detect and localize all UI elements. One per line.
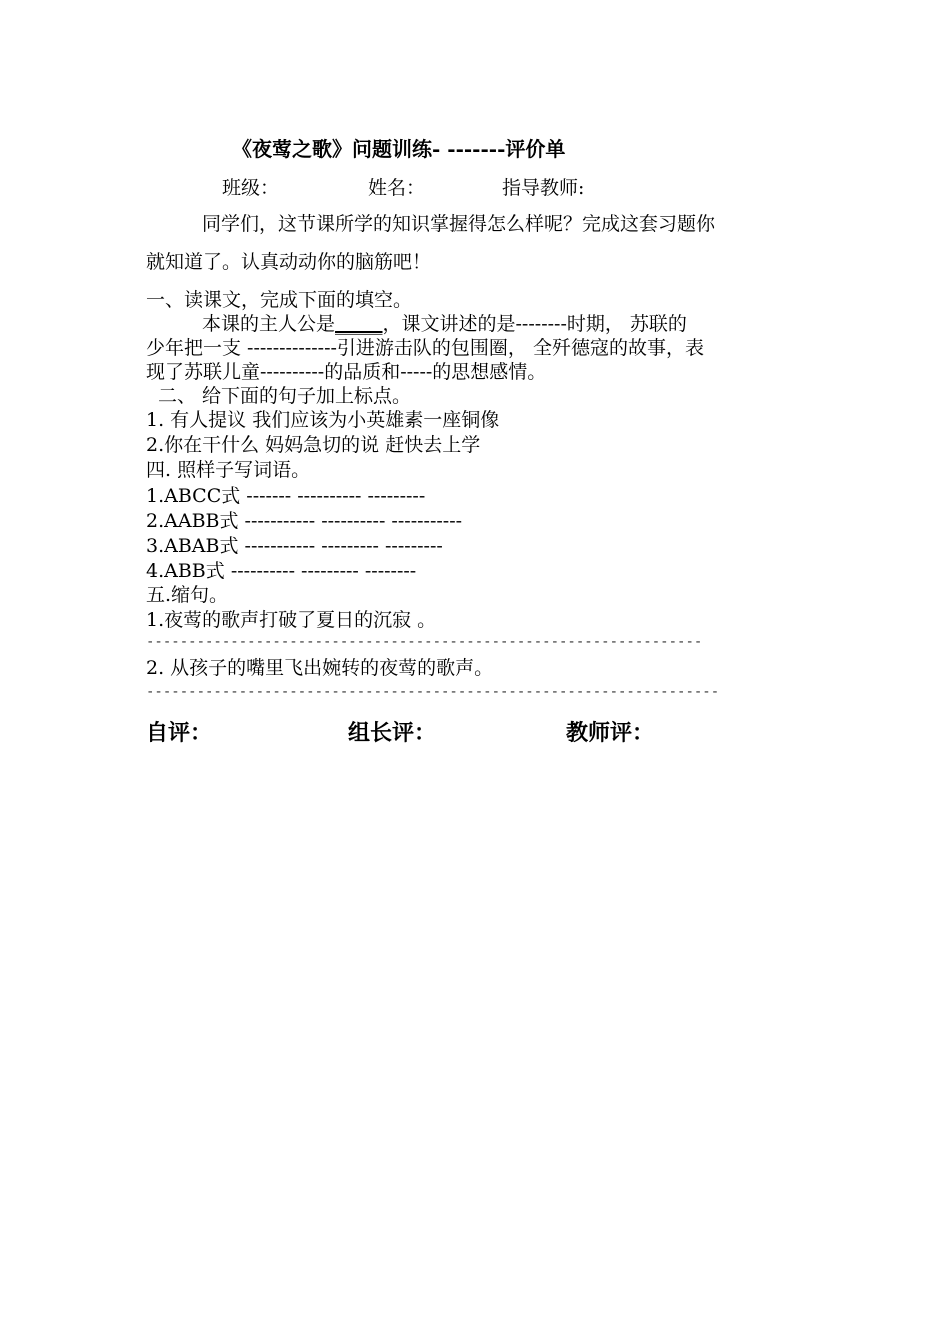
section-5-item-2: 2. 从孩子的嘴里飞出婉转的夜莺的歌声。 bbox=[146, 657, 494, 679]
section-2-item-1: 1. 有人提议 我们应该为小英雄素一座铜像 bbox=[146, 409, 500, 431]
section-2-heading: 二、 给下面的句子加上标点。 bbox=[158, 385, 412, 407]
section-4-item-1: 1.ABCC式 ------- ---------- --------- bbox=[146, 485, 426, 507]
section-5-heading: 五.缩句。 bbox=[146, 584, 229, 606]
worksheet-title: 《夜莺之歌》问题训练- -------评价单 bbox=[232, 137, 566, 161]
section-1-line-3: 现了苏联儿童----------的品质和-----的思想感情。 bbox=[146, 361, 547, 383]
section-4-item-2: 2.AABB式 ----------- ---------- ----------- bbox=[146, 510, 463, 532]
section-2-item-2: 2.你在干什么 妈妈急切的说 赶快去上学 bbox=[146, 434, 481, 456]
teacher-evaluation-label: 教师评： bbox=[566, 720, 655, 746]
leader-evaluation-label: 组长评： bbox=[348, 720, 437, 746]
section-5-item-1: 1.夜莺的歌声打破了夏日的沉寂 。 bbox=[146, 609, 437, 631]
answer-line-1[interactable]: ------------------------------------------------------------------ bbox=[146, 634, 703, 650]
fill-text: ，课文讲述的是--------时期， 苏联的 bbox=[382, 313, 687, 335]
section-1-line-1 bbox=[202, 312, 687, 336]
protagonist-blank[interactable]: _____ bbox=[335, 313, 383, 335]
section-1-line-2: 少年把一支 --------------引进游击队的包围圈， 全歼德寇的故事，表 bbox=[146, 337, 704, 359]
intro-line-1: 同学们，这节课所学的知识掌握得怎么样呢？完成这套习题你 bbox=[202, 213, 716, 235]
teacher-label: 指导教师: bbox=[502, 177, 585, 199]
section-1-heading: 一、读课文，完成下面的填空。 bbox=[146, 289, 413, 311]
section-4-item-3: 3.ABAB式 ----------- --------- --------- bbox=[146, 535, 443, 557]
class-label: 班级： bbox=[222, 177, 280, 199]
section-4-item-4: 4.ABB式 ---------- --------- -------- bbox=[146, 560, 417, 582]
self-evaluation-label: 自评： bbox=[146, 720, 213, 746]
fill-text: 本课的主人公是 bbox=[202, 313, 336, 335]
section-4-heading: 四. 照样子写词语。 bbox=[146, 459, 311, 481]
answer-line-2[interactable]: -------------------------------------------------------------------- bbox=[146, 684, 720, 700]
name-label: 姓名： bbox=[368, 177, 426, 199]
intro-line-2: 就知道了。认真动动你的脑筋吧！ bbox=[146, 251, 432, 273]
